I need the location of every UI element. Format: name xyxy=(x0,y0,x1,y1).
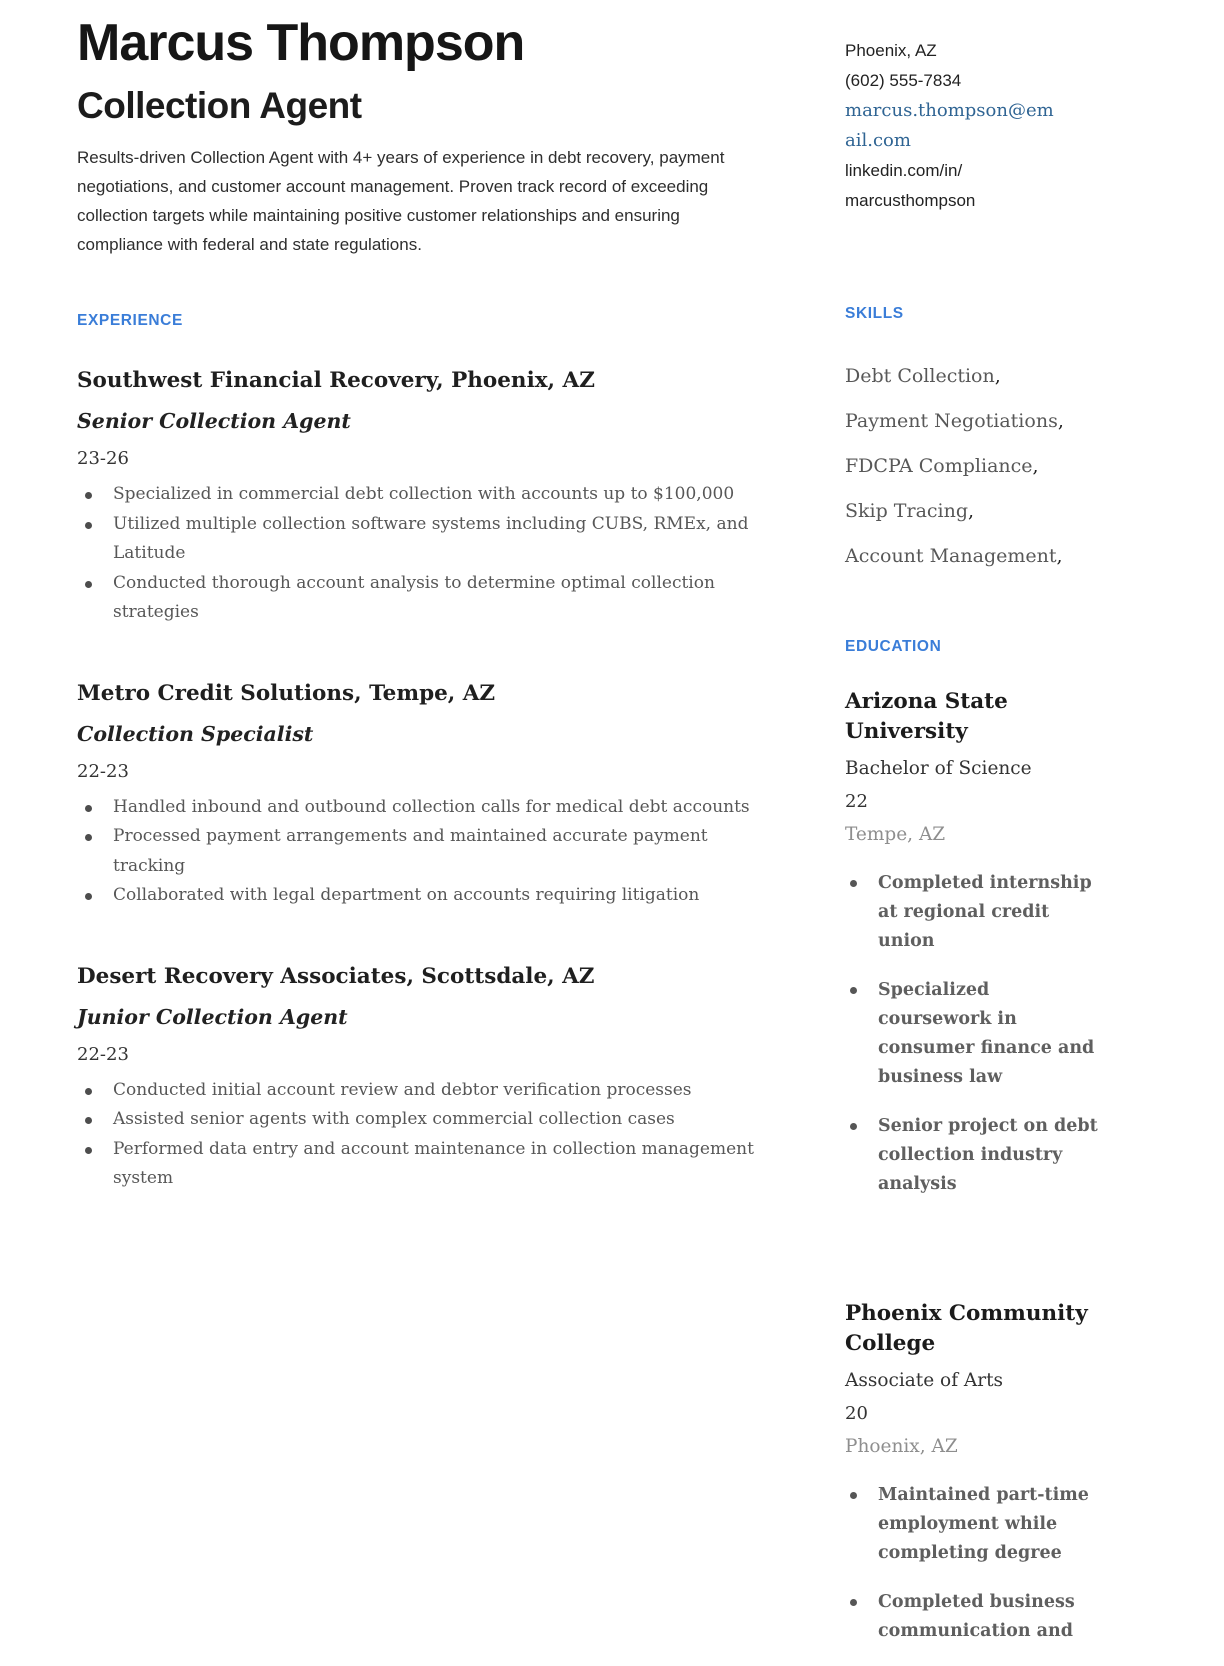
skill-separator: , xyxy=(1032,455,1039,477)
education-entry xyxy=(845,687,1107,1199)
school-bullet-list xyxy=(845,869,1107,1199)
job-dates: 22-23 xyxy=(77,1043,129,1065)
job-bullet: Handled inbound and outbound collection calls for medical debt accounts xyxy=(77,793,772,823)
job-dates: 23-26 xyxy=(77,448,129,469)
contact-linkedin-handle: marcusthompson xyxy=(845,191,976,210)
skills-section xyxy=(845,304,1147,589)
school-location: Tempe, AZ xyxy=(845,824,946,845)
school-degree: Associate of Arts xyxy=(845,1370,1004,1391)
person-job-title: Collection Agent xyxy=(77,85,362,126)
job-title: Collection Specialist xyxy=(77,721,314,746)
experience-entry xyxy=(77,367,772,628)
skill-item xyxy=(845,544,1147,568)
skill-item xyxy=(845,409,1147,433)
school-name: Phoenix Community College xyxy=(845,1301,1088,1356)
skill-separator: , xyxy=(968,500,975,522)
skill-label: Skip Tracing xyxy=(845,500,969,522)
experience-entry xyxy=(77,680,772,911)
education-section xyxy=(845,637,1107,1666)
job-company: Desert Recovery Associates, Scottsdale, AZ xyxy=(77,963,595,989)
skill-separator: , xyxy=(1056,545,1063,567)
contact-email-link[interactable]: marcus.thompson@email.com xyxy=(845,100,1054,151)
school-year: 22 xyxy=(845,791,868,812)
skill-item xyxy=(845,499,1147,523)
experience-section-heading: EXPERIENCE xyxy=(77,312,183,329)
person-name: Marcus Thompson xyxy=(77,14,525,72)
school-bullet: Senior project on debt collection industry analysis xyxy=(845,1112,1100,1199)
contact-block xyxy=(845,36,1105,216)
skill-separator: , xyxy=(994,365,1001,387)
contact-linkedin xyxy=(845,156,1105,216)
job-bullet: Assisted senior agents with complex commercial collection cases xyxy=(77,1105,772,1135)
job-bullet-list xyxy=(77,793,772,911)
job-dates: 22-23 xyxy=(77,760,129,782)
job-company: Metro Credit Solutions, Tempe, AZ xyxy=(77,680,496,706)
skill-label: Account Management xyxy=(845,545,1057,567)
education-entry xyxy=(845,1299,1107,1646)
school-degree: Bachelor of Science xyxy=(845,758,1032,779)
education-section-heading: EDUCATION xyxy=(845,638,942,655)
contact-phone: (602) 555-7834 xyxy=(845,71,962,90)
school-bullet-list xyxy=(845,1481,1107,1646)
school-bullet: Completed business communication and xyxy=(845,1588,1100,1646)
school-name: Arizona State University xyxy=(845,689,1008,744)
skills-list xyxy=(845,364,1147,568)
job-bullet: Utilized multiple collection software systems including CUBS, RMEx, and Latitude xyxy=(77,510,772,569)
skill-item xyxy=(845,364,1147,388)
school-bullet: Specialized coursework in consumer finance and business law xyxy=(845,976,1100,1092)
job-bullet: Collaborated with legal department on accounts requiring litigation xyxy=(77,881,772,911)
job-title: Junior Collection Agent xyxy=(77,1004,348,1029)
job-bullet-list xyxy=(77,480,772,628)
skill-item xyxy=(845,454,1147,478)
experience-entry xyxy=(77,963,772,1194)
school-location: Phoenix, AZ xyxy=(845,1436,958,1457)
job-bullet: Specialized in commercial debt collection with accounts up to $100,000 xyxy=(77,480,772,510)
job-bullet-list xyxy=(77,1076,772,1194)
job-company: Southwest Financial Recovery, Phoenix, AZ xyxy=(77,368,595,393)
skill-label: Debt Collection xyxy=(845,365,995,387)
contact-location: Phoenix, AZ xyxy=(845,41,937,60)
school-year: 20 xyxy=(845,1403,868,1424)
job-bullet: Processed payment arrangements and maintained accurate payment tracking xyxy=(77,822,772,881)
skill-separator: , xyxy=(1057,410,1064,432)
skill-label: Payment Negotiations xyxy=(845,410,1058,432)
job-bullet: Conducted thorough account analysis to determine optimal collection strategies xyxy=(77,569,772,628)
job-title: Senior Collection Agent xyxy=(77,409,351,433)
profile-summary: Results-driven Collection Agent with 4+ years of experience in debt recovery, payment negotiations, and customer account management. Proven track record of exceeding collection targets while maintaining positive customer relationships and ensuring compliance with federal and state regulations. xyxy=(77,148,725,254)
skills-section-heading: SKILLS xyxy=(845,305,904,322)
school-bullet: Maintained part-time employment while completing degree xyxy=(845,1481,1100,1568)
school-bullet: Completed internship at regional credit union xyxy=(845,869,1100,956)
main-column xyxy=(77,16,772,1194)
job-bullet: Conducted initial account review and debtor verification processes xyxy=(77,1076,772,1106)
skill-label: FDCPA Compliance xyxy=(845,455,1033,477)
contact-linkedin-prefix: linkedin.com/in/ xyxy=(845,161,963,180)
job-bullet: Performed data entry and account maintenance in collection management system xyxy=(77,1135,772,1194)
